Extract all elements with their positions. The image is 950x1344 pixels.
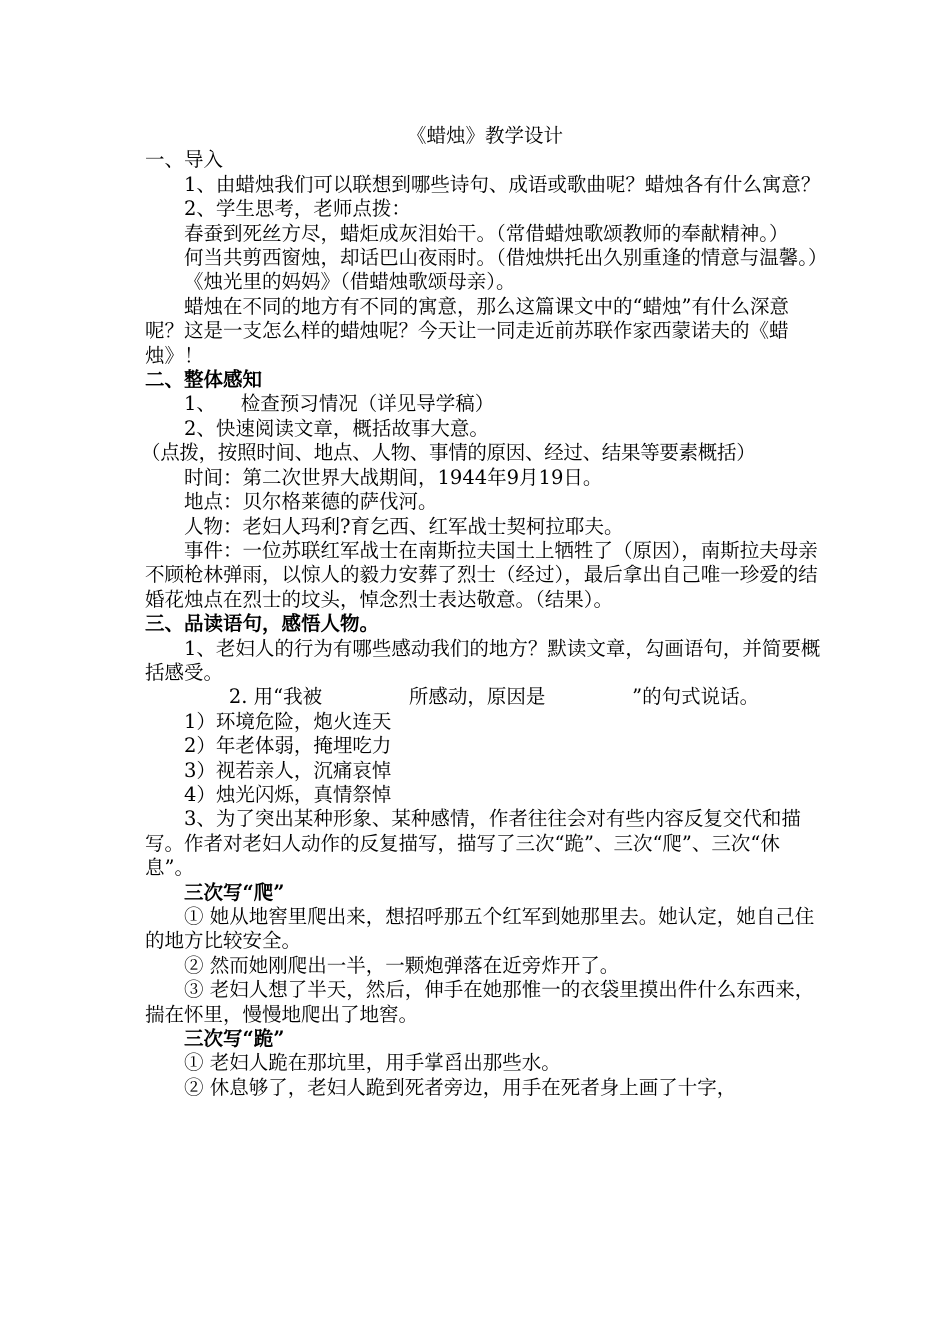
paragraph: ① 她从地窖里爬出来，想招呼那五个红军到她那里去。她认定，她自己住的地方比较安全。 [145, 905, 815, 953]
paragraph: 时间：第二次世界大战期间，1944年9月19日。 [184, 465, 603, 489]
paragraph: ① 老妇人跪在那坑里，用手掌舀出那些水。 [184, 1051, 561, 1075]
list-item: 3）视若亲人，沉痛哀悼 [184, 758, 392, 782]
paragraph: ③ 老妇人想了半天，然后，伸手在她那惟一的衣袋里摸出件什么东西来，揣在怀里，慢慢地爬出了地窖。 [145, 978, 815, 1026]
paragraph: 人物：老妇人玛利?育乞西、红军战士契柯拉耶夫。 [184, 514, 624, 538]
paragraph: 1、 检查预习情况（详见导学稿） [184, 392, 495, 416]
list-item: 2）年老体弱，掩埋吃力 [184, 734, 392, 758]
paragraph: 何当共剪西窗烛，却话巴山夜雨时。（借烛烘托出久别重逢的情意与温馨。） [184, 246, 828, 270]
paragraph: 地点：贝尔格莱德的萨伐河。 [184, 490, 438, 514]
paragraph: 2. 用“我被 所感动，原因是 ”的句式说话。 [228, 685, 760, 709]
paragraph: 《烛光里的妈妈》（借蜡烛歌颂母亲）。 [184, 270, 516, 294]
paragraph: 1、由蜡烛我们可以联想到哪些诗句、成语或歌曲呢？蜡烛各有什么寓意？ [184, 172, 821, 196]
document-title: 《蜡烛》教学设计 [406, 124, 563, 147]
paragraph: （点拨，按照时间、地点、人物、事情的原因、经过、结果等要素概括） [141, 441, 756, 465]
paragraph: 蜡烛在不同的地方有不同的寓意，那么这篇课文中的“蜡烛”有什么深意呢？这是一支怎么样的蜡烛呢？今天让一同走近前苏联作家西蒙诺夫的《蜡烛》！ [145, 294, 789, 367]
paragraph: 春蚕到死丝方尽，蜡炬成灰泪始干。（常借蜡烛歌颂教师的奉献精神。） [184, 221, 789, 245]
subheading-kneel: 三次写“跪” [184, 1027, 285, 1051]
section-heading-overview: 二、整体感知 [145, 368, 263, 392]
section-heading-reading: 三、品读语句，感悟人物。 [145, 612, 380, 636]
paragraph: ② 休息够了，老妇人跪到死者旁边，用手在死者身上画了十字， [184, 1075, 737, 1099]
document-page [141, 124, 828, 1100]
paragraph: 3、为了突出某种形象、某种感情，作者往往会对有些内容反复交代和描写。作者对老妇人动作的反复描写，描写了三次“跪”、三次“爬”、三次“休息”。 [145, 807, 801, 880]
section-heading-intro: 一、导入 [145, 148, 224, 172]
paragraph: 1、老妇人的行为有哪些感动我们的地方？默读文章，勾画语句，并简要概括感受。 [145, 636, 821, 684]
list-item: 4）烛光闪烁，真情祭悼 [184, 782, 392, 806]
list-item: 1）环境危险，炮火连天 [184, 709, 392, 733]
paragraph: 2、快速阅读文章，概括故事大意。 [184, 416, 489, 440]
paragraph: 2、学生思考，老师点拨： [184, 197, 411, 221]
paragraph: 事件：一位苏联红军战士在南斯拉夫国土上牺牲了（原因），南斯拉夫母亲不顾枪林弹雨，以惊人的毅力安葬了烈士（经过），最后拿出自己唯一珍爱的结婚花烛点在烈士的坟头，悼念烈士表达敬意。（结果）。 [145, 538, 818, 611]
paragraph: ② 然而她刚爬出一半，一颗炮弹落在近旁炸开了。 [184, 953, 620, 977]
subheading-crawl: 三次写“爬” [184, 880, 285, 904]
